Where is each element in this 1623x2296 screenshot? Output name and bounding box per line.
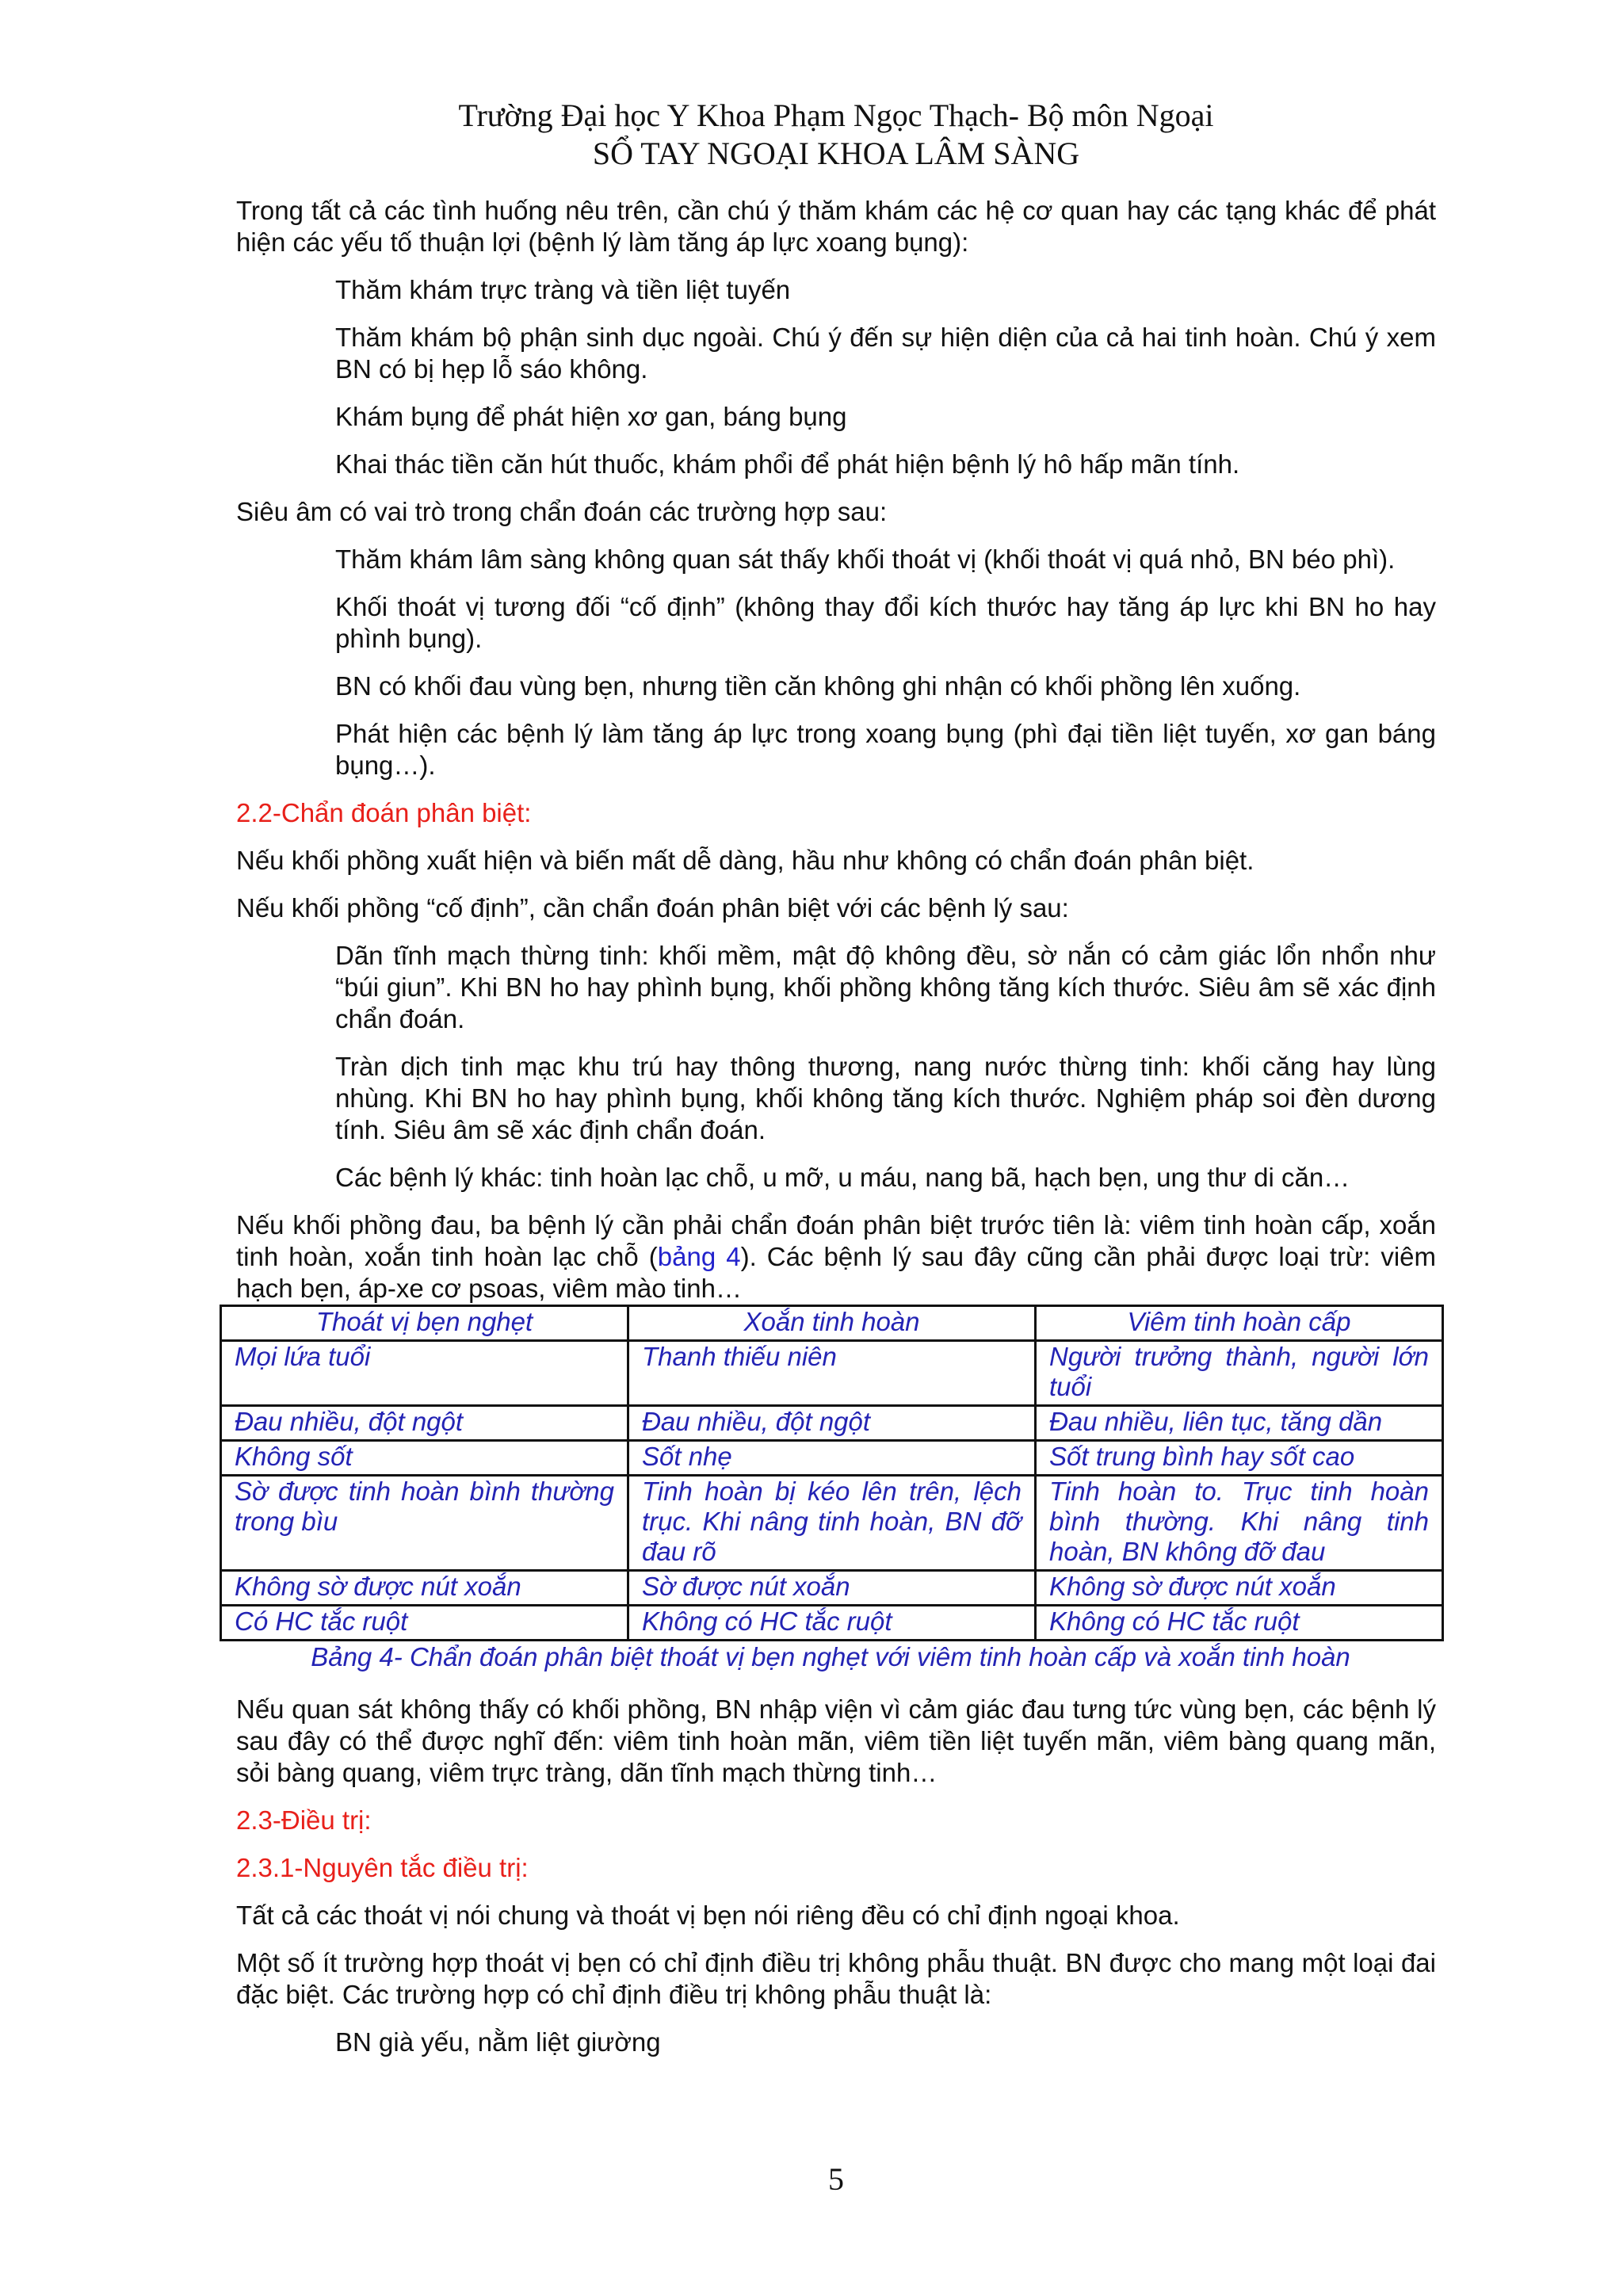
list-item: Các bệnh lý khác: tinh hoàn lạc chỗ, u mỡ, u máu, nang bã, hạch bẹn, ung thư di căn…: [335, 1163, 1350, 1192]
header-book-title: SỔ TAY NGOẠI KHOA LÂM SÀNG: [592, 136, 1080, 171]
table-cell: Không sốt: [221, 1441, 628, 1476]
table-header-cell: Thoát vị bẹn nghẹt: [221, 1306, 628, 1341]
section-heading-differential: 2.2-Chẩn đoán phân biệt:: [236, 798, 532, 827]
page-content: [236, 195, 1436, 2074]
treatment-paragraph: Một số ít trường hợp thoát vị bẹn có chỉ định điều trị không phẫu thuật. BN được cho mang một loại đai đặc biệt. Các trường hợp có chỉ định điều trị không phẫu thuật là:: [236, 1948, 1436, 2009]
table-cell: Không sờ được nút xoắn: [1036, 1571, 1443, 1606]
differential-paragraph: Nếu khối phồng “cố định”, cần chẩn đoán phân biệt với các bệnh lý sau:: [236, 893, 1069, 923]
page-number: 5: [828, 2161, 844, 2197]
section-heading-treatment: 2.3-Điều trị:: [236, 1805, 372, 1835]
table-row: [221, 1606, 1443, 1641]
table-cell: Thanh thiếu niên: [628, 1341, 1036, 1406]
table-row: [221, 1341, 1443, 1406]
table-cell: Đau nhiều, liên tục, tăng dần: [1036, 1406, 1443, 1441]
table-cell: Sốt trung bình hay sốt cao: [1036, 1441, 1443, 1476]
table-row: [221, 1441, 1443, 1476]
table-cell: Người trưởng thành, người lớn tuổi: [1036, 1341, 1443, 1406]
table-cell: Đau nhiều, đột ngột: [221, 1406, 628, 1441]
header-institution: Trường Đại học Y Khoa Phạm Ngọc Thạch- Bộ môn Ngoại: [458, 97, 1214, 133]
table-row: [221, 1476, 1443, 1571]
table-caption: Bảng 4- Chẩn đoán phân biệt thoát vị bẹn nghẹt với viêm tinh hoàn cấp và xoắn tinh hoàn: [311, 1642, 1350, 1671]
table-cell: Sốt nhẹ: [628, 1441, 1036, 1476]
treatment-paragraph: Tất cả các thoát vị nói chung và thoát vị bẹn nói riêng đều có chỉ định ngoại khoa.: [236, 1901, 1180, 1930]
differential-paragraph: Nếu khối phồng xuất hiện và biến mất dễ dàng, hầu như không có chẩn đoán phân biệt.: [236, 846, 1254, 875]
table-row: [221, 1406, 1443, 1441]
paragraph-text: ). Các bệnh lý sau đây cũng cần phải được loại trừ: viêm hạch bẹn, áp-xe cơ psoas, viêm mào tinh…: [236, 1242, 1436, 1303]
list-item: Thăm khám trực tràng và tiền liệt tuyến: [335, 275, 791, 304]
table-cell: Sờ được nút xoắn: [628, 1571, 1036, 1606]
table-cell: Không sờ được nút xoắn: [221, 1571, 628, 1606]
table-cell: Không có HC tắc ruột: [628, 1606, 1036, 1641]
intro-paragraph: Trong tất cả các tình huống nêu trên, cần chú ý thăm khám các hệ cơ quan hay các tạng khác để phát hiện các yếu tố thuận lợi (bệnh lý làm tăng áp lực xoang bụng):: [236, 196, 1436, 257]
subsection-heading-principles: 2.3.1-Nguyên tắc điều trị:: [236, 1853, 529, 1882]
table-cell: Đau nhiều, đột ngột: [628, 1406, 1036, 1441]
list-item: Dãn tĩnh mạch thừng tinh: khối mềm, mật độ không đều, sờ nắn có cảm giác lổn nhổn như “búi giun”. Khi BN ho hay phình bụng, khối phồng không tăng kích thước. Siêu âm sẽ xác định chẩn đoán.: [335, 941, 1436, 1033]
list-item: BN có khối đau vùng bẹn, nhưng tiền căn không ghi nhận có khối phồng lên xuống.: [335, 671, 1301, 701]
list-item: Phát hiện các bệnh lý làm tăng áp lực trong xoang bụng (phì đại tiền liệt tuyến, xơ gan báng bụng…).: [335, 719, 1436, 780]
table-cell: Tinh hoàn to. Trục tinh hoàn bình thường. Khi nâng tinh hoàn, BN không đỡ đau: [1036, 1476, 1443, 1571]
list-item: Tràn dịch tinh mạc khu trú hay thông thương, nang nước thừng tinh: khối căng hay lùng nhùng. Khi BN ho hay phình bụng, khối không tăng kích thước. Nghiệm pháp soi đèn dương tính. Siêu âm sẽ xác định chẩn đoán.: [335, 1052, 1436, 1144]
table-cell: Không có HC tắc ruột: [1036, 1606, 1443, 1641]
table-cell: Mọi lứa tuổi: [221, 1341, 628, 1406]
list-item: Khối thoát vị tương đối “cố định” (không thay đổi kích thước hay tăng áp lực khi BN ho hay phình bụng).: [335, 592, 1436, 653]
table-row: [221, 1571, 1443, 1606]
table-header-row: [221, 1306, 1443, 1341]
table-header-cell: Viêm tinh hoàn cấp: [1036, 1306, 1443, 1341]
table-cell: Tinh hoàn bị kéo lên trên, lệch trục. Khi nâng tinh hoàn, BN đỡ đau rõ: [628, 1476, 1036, 1571]
list-item: Khám bụng để phát hiện xơ gan, báng bụng: [335, 402, 847, 431]
table-reference-link[interactable]: bảng 4: [657, 1242, 741, 1271]
page-header: [0, 97, 1623, 173]
list-item: Khai thác tiền căn hút thuốc, khám phổi để phát hiện bệnh lý hô hấp mãn tính.: [335, 449, 1240, 479]
after-table-paragraph: Nếu quan sát không thấy có khối phồng, BN nhập viện vì cảm giác đau tưng tức vùng bẹn, các bệnh lý sau đây có thể được nghĩ đến: viêm tinh hoàn mãn, viêm tiền liệt tuyến mãn, viêm bàng quang mãn, sỏi bàng quang, viêm trực tràng, dãn tĩnh mạch thừng tinh…: [236, 1694, 1436, 1787]
differential-paragraph: [236, 1209, 1436, 1305]
paragraph-text: Nếu khối phồng đau, ba bệnh lý cần phải chẩn đoán phân biệt trước tiên là: viêm tinh hoàn cấp, xoắn tinh hoàn, xoắn tinh hoàn lạc chỗ (: [236, 1210, 1436, 1271]
differential-table: [220, 1305, 1444, 1641]
list-item: BN già yếu, nằm liệt giường: [335, 2027, 661, 2057]
table-cell: Sờ được tinh hoàn bình thường trong bìu: [221, 1476, 628, 1571]
list-item: Thăm khám bộ phận sinh dục ngoài. Chú ý đến sự hiện diện của cả hai tinh hoàn. Chú ý xem BN có bị hẹp lỗ sáo không.: [335, 323, 1436, 384]
table-cell: Có HC tắc ruột: [221, 1606, 628, 1641]
table-header-cell: Xoắn tinh hoàn: [628, 1306, 1036, 1341]
list-item: Thăm khám lâm sàng không quan sát thấy khối thoát vị (khối thoát vị quá nhỏ, BN béo phì).: [335, 544, 1396, 574]
ultrasound-paragraph: Siêu âm có vai trò trong chẩn đoán các trường hợp sau:: [236, 497, 888, 526]
